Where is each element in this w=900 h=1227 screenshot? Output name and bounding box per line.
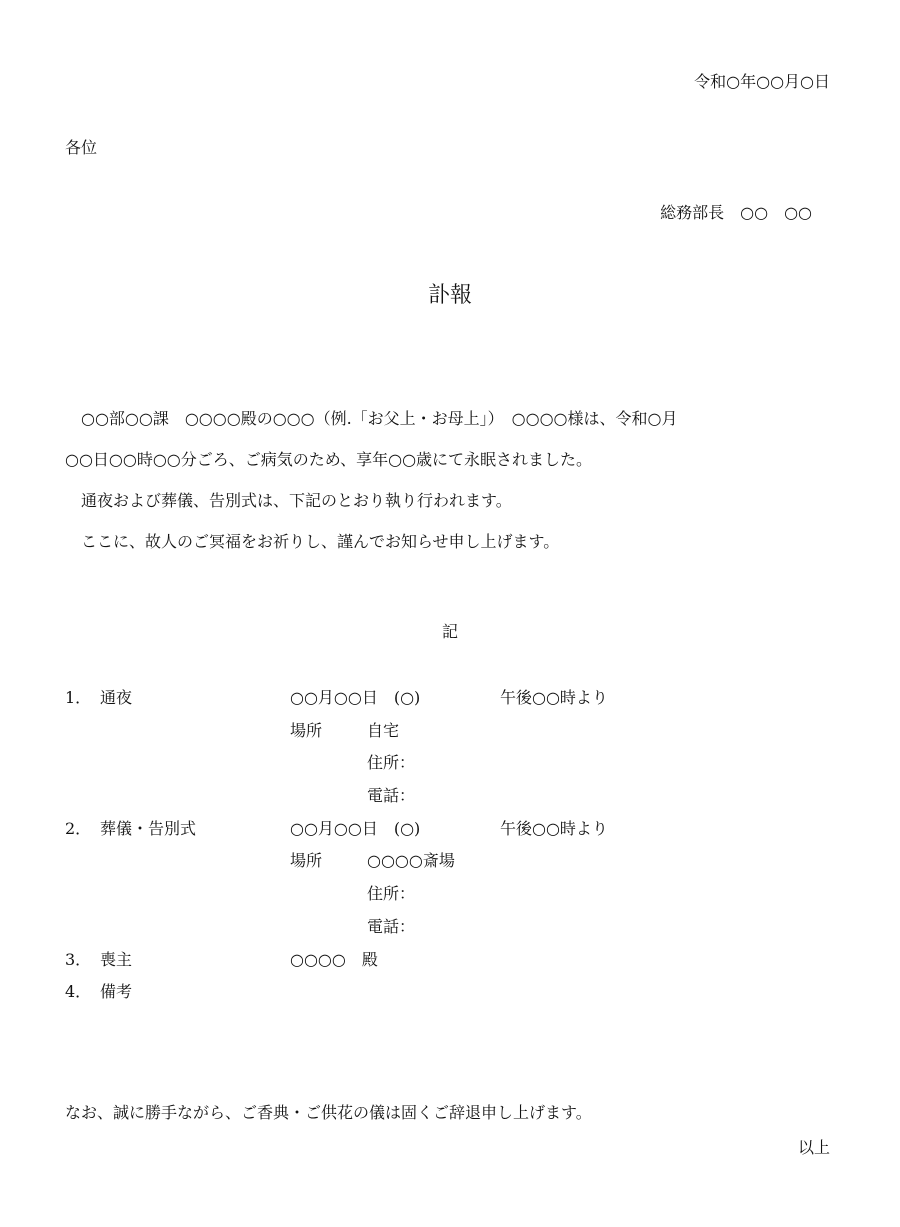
document-date: 令和○年○○月○日: [694, 72, 830, 91]
detail-row-wake-address: [65, 747, 835, 780]
item-datetime: ○○月○○日 (○): [290, 818, 421, 838]
address-label: 住所：: [367, 753, 416, 773]
detail-row-remarks: [65, 976, 835, 1009]
item-number: 4．: [65, 982, 92, 1002]
body-paragraph: 通夜および葬儀、告別式は、下記のとおり執り行われます。: [65, 491, 512, 510]
item-label: 通夜: [100, 688, 133, 707]
detail-row-funeral-phone: [65, 911, 835, 944]
document-title: 訃報: [427, 283, 472, 308]
closing-note: なお、誠に勝手ながら、ご香典・ご供花の儀は固くご辞退申し上げます。: [65, 1103, 592, 1122]
item-number: 2．: [65, 818, 92, 838]
item-label: 葬儀・告別式: [100, 818, 197, 838]
detail-row-wake: [65, 682, 835, 715]
body-paragraph: ○○部○○課 ○○○○殿の○○○（例.「お父上・お母上」） ○○○○様は、令和○月: [65, 409, 678, 428]
place-label: 場所: [290, 720, 323, 740]
item-value: ○○○○ 殿: [290, 949, 378, 969]
item-number: 1．: [65, 688, 92, 707]
body-paragraph: ここに、故人のご冥福をお祈りし、謹んでお知らせ申し上げます。: [65, 532, 560, 551]
detail-row-funeral-address: [65, 878, 835, 911]
phone-label: 電話：: [367, 786, 416, 806]
place-label: 場所: [290, 851, 323, 871]
detail-row-wake-place: [65, 715, 835, 748]
sender: 総務部長 ○○ ○○: [660, 203, 812, 222]
place-value: 自宅: [367, 720, 400, 740]
item-label: 備考: [100, 982, 133, 1002]
item-time: 午後○○時より: [500, 818, 608, 838]
closing-word: 以上: [797, 1138, 830, 1157]
detail-row-wake-phone: [65, 780, 835, 813]
detail-row-chief-mourner: [65, 944, 835, 977]
address-label: 住所：: [367, 884, 416, 904]
item-time: 午後○○時より: [500, 688, 608, 707]
detail-row-funeral-place: [65, 845, 835, 878]
item-number: 3．: [65, 949, 92, 969]
body-paragraph: ○○日○○時○○分ごろ、ご病気のため、享年○○歳にて永眠されました。: [65, 450, 593, 469]
details-list: [65, 682, 835, 1009]
phone-label: 電話：: [367, 916, 416, 936]
place-value: ○○○○斎場: [367, 851, 455, 871]
ki-heading: 記: [441, 622, 458, 641]
body-text: [65, 398, 835, 562]
addressee: 各位: [65, 138, 98, 157]
detail-row-funeral: [65, 813, 835, 846]
item-label: 喪主: [100, 949, 133, 969]
item-datetime: ○○月○○日 (○): [290, 688, 421, 707]
